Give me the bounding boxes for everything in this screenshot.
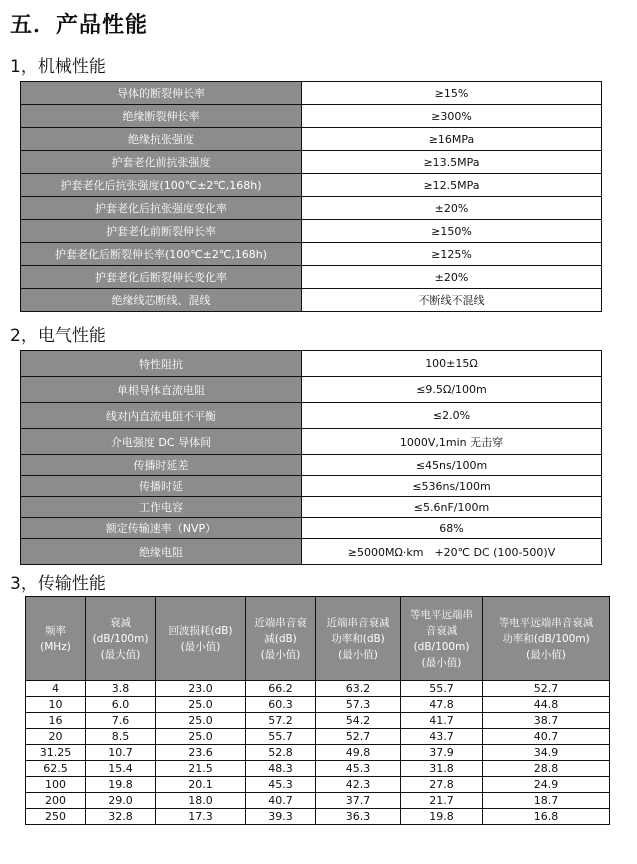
transmission-row (26, 777, 610, 793)
transmission-cell: 57.3 (316, 697, 401, 713)
transmission-cell: 41.7 (401, 713, 483, 729)
transmission-cell: 23.0 (156, 681, 246, 697)
transmission-cell: 52.7 (483, 681, 610, 697)
transmission-cell: 19.8 (401, 809, 483, 825)
mechanical-row (21, 243, 602, 266)
transmission-cell: 43.7 (401, 729, 483, 745)
electrical-property: 传播时延差 (21, 455, 302, 476)
mechanical-table-body (21, 82, 602, 312)
mechanical-property: 护套老化后断裂伸长率(100℃±2℃,168h) (21, 243, 302, 266)
mechanical-property: 护套老化后断裂伸长变化率 (21, 266, 302, 289)
transmission-cell: 47.8 (401, 697, 483, 713)
electrical-value: 100±15Ω (302, 351, 602, 377)
electrical-row (21, 429, 602, 455)
transmission-cell: 63.2 (316, 681, 401, 697)
electrical-row (21, 351, 602, 377)
electrical-property: 绝缘电阻 (21, 539, 302, 565)
transmission-cell: 37.7 (316, 793, 401, 809)
electrical-value: 68% (302, 518, 602, 539)
header-line: 减(dB) (264, 632, 297, 645)
header-line: 近端串音衰减 (326, 616, 390, 629)
electrical-row (21, 497, 602, 518)
transmission-cell: 55.7 (401, 681, 483, 697)
transmission-cell: 25.0 (156, 729, 246, 745)
transmission-row (26, 793, 610, 809)
header-line: (最小值) (260, 648, 301, 661)
transmission-cell: 10.7 (86, 745, 156, 761)
header-line: 等电平远端串音衰减 (498, 616, 594, 629)
transmission-cell: 45.3 (246, 777, 316, 793)
mechanical-value: ≥13.5MPa (302, 151, 602, 174)
electrical-property: 传播时延 (21, 476, 302, 497)
transmission-cell: 18.0 (156, 793, 246, 809)
header-line: (最小值) (338, 648, 378, 661)
header-line: (最小值) (421, 656, 462, 669)
electrical-table (20, 350, 602, 565)
transmission-cell: 100 (26, 777, 86, 793)
electrical-value: 1000V,1min 无击穿 (302, 429, 602, 455)
mechanical-value: ≥125% (302, 243, 602, 266)
electrical-heading: 2，电气性能 (10, 326, 106, 346)
electrical-property: 额定传输速率（NVP） (21, 518, 302, 539)
transmission-table (25, 596, 610, 825)
electrical-property: 工作电容 (21, 497, 302, 518)
transmission-cell: 32.8 (86, 809, 156, 825)
header-line: 功率和(dB) (331, 632, 385, 645)
transmission-cell: 39.3 (246, 809, 316, 825)
mechanical-value: ±20% (302, 197, 602, 220)
transmission-cell: 55.7 (246, 729, 316, 745)
mechanical-value: ≥150% (302, 220, 602, 243)
electrical-property: 特性阻抗 (21, 351, 302, 377)
electrical-value: ≥5000MΩ·km +20℃ DC (100-500)V (302, 539, 602, 565)
transmission-cell: 15.4 (86, 761, 156, 777)
transmission-cell: 25.0 (156, 697, 246, 713)
transmission-row (26, 809, 610, 825)
mechanical-row (21, 151, 602, 174)
mechanical-value: ±20% (302, 266, 602, 289)
transmission-header-cell (483, 597, 610, 681)
electrical-row (21, 455, 602, 476)
transmission-cell: 250 (26, 809, 86, 825)
header-line: 音衰减 (425, 624, 458, 637)
mechanical-property: 护套老化前断裂伸长率 (21, 220, 302, 243)
transmission-cell: 3.8 (86, 681, 156, 697)
transmission-cell: 20.1 (156, 777, 246, 793)
header-line: 回波损耗(dB) (168, 624, 233, 637)
transmission-cell: 4 (26, 681, 86, 697)
electrical-value: ≤9.5Ω/100m (302, 377, 602, 403)
header-line: 近端串音衰 (254, 616, 307, 629)
transmission-cell: 16 (26, 713, 86, 729)
transmission-cell: 8.5 (86, 729, 156, 745)
transmission-cell: 29.0 (86, 793, 156, 809)
mechanical-property: 绝缘线芯断线、混线 (21, 289, 302, 312)
page-title: 五．产品性能 (10, 13, 149, 38)
transmission-heading: 3，传输性能 (10, 574, 106, 594)
transmission-cell: 62.5 (26, 761, 86, 777)
transmission-cell: 45.3 (316, 761, 401, 777)
mechanical-value: ≥16MPa (302, 128, 602, 151)
mechanical-row (21, 174, 602, 197)
mechanical-property: 护套老化前抗张强度 (21, 151, 302, 174)
header-line: 功率和(dB/100m) (502, 632, 590, 645)
transmission-cell: 21.5 (156, 761, 246, 777)
transmission-cell: 200 (26, 793, 86, 809)
mechanical-row (21, 82, 602, 105)
transmission-table-body (26, 681, 610, 825)
transmission-header-cell (26, 597, 86, 681)
transmission-row (26, 729, 610, 745)
transmission-row (26, 713, 610, 729)
transmission-cell: 42.3 (316, 777, 401, 793)
transmission-header-cell (401, 597, 483, 681)
mechanical-heading: 1，机械性能 (10, 57, 106, 77)
electrical-value: ≤45ns/100m (302, 455, 602, 476)
electrical-property: 线对内直流电阻不平衡 (21, 403, 302, 429)
electrical-row (21, 377, 602, 403)
electrical-table-body (21, 351, 602, 565)
transmission-cell: 18.7 (483, 793, 610, 809)
transmission-cell: 48.3 (246, 761, 316, 777)
header-line: (最大值) (100, 648, 141, 661)
transmission-cell: 21.7 (401, 793, 483, 809)
transmission-row (26, 697, 610, 713)
electrical-row (21, 518, 602, 539)
mechanical-value: ≥15% (302, 82, 602, 105)
transmission-cell: 27.8 (401, 777, 483, 793)
transmission-cell: 10 (26, 697, 86, 713)
transmission-cell: 20 (26, 729, 86, 745)
transmission-cell: 66.2 (246, 681, 316, 697)
transmission-cell: 31.8 (401, 761, 483, 777)
transmission-cell: 38.7 (483, 713, 610, 729)
transmission-cell: 37.9 (401, 745, 483, 761)
transmission-cell: 52.8 (246, 745, 316, 761)
electrical-row (21, 476, 602, 497)
mechanical-property: 导体的断裂伸长率 (21, 82, 302, 105)
header-line: (dB/100m) (92, 632, 149, 645)
transmission-cell: 54.2 (316, 713, 401, 729)
mechanical-row (21, 266, 602, 289)
transmission-cell: 40.7 (483, 729, 610, 745)
transmission-cell: 60.3 (246, 697, 316, 713)
transmission-header-cell (316, 597, 401, 681)
mechanical-property: 护套老化后抗张强度变化率 (21, 197, 302, 220)
transmission-cell: 36.3 (316, 809, 401, 825)
mechanical-value: 不断线不混线 (302, 289, 602, 312)
electrical-value: ≤2.0% (302, 403, 602, 429)
transmission-cell: 24.9 (483, 777, 610, 793)
transmission-cell: 40.7 (246, 793, 316, 809)
mechanical-value: ≥12.5MPa (302, 174, 602, 197)
mechanical-value: ≥300% (302, 105, 602, 128)
transmission-header-cell (156, 597, 246, 681)
transmission-header-cell (246, 597, 316, 681)
transmission-cell: 34.9 (483, 745, 610, 761)
mechanical-row (21, 220, 602, 243)
electrical-property: 介电强度 DC 导体间 (21, 429, 302, 455)
electrical-row (21, 403, 602, 429)
transmission-cell: 44.8 (483, 697, 610, 713)
transmission-cell: 19.8 (86, 777, 156, 793)
transmission-cell: 6.0 (86, 697, 156, 713)
header-line: (MHz) (40, 640, 71, 653)
transmission-cell: 28.8 (483, 761, 610, 777)
transmission-row (26, 745, 610, 761)
transmission-cell: 52.7 (316, 729, 401, 745)
transmission-cell: 49.8 (316, 745, 401, 761)
electrical-property: 单根导体直流电阻 (21, 377, 302, 403)
header-line: 频率 (45, 624, 66, 637)
transmission-cell: 7.6 (86, 713, 156, 729)
transmission-row (26, 681, 610, 697)
electrical-value: ≤5.6nF/100m (302, 497, 602, 518)
mechanical-property: 绝缘断裂伸长率 (21, 105, 302, 128)
mechanical-table (20, 81, 602, 312)
transmission-cell: 31.25 (26, 745, 86, 761)
transmission-cell: 17.3 (156, 809, 246, 825)
transmission-header-row (26, 597, 610, 681)
mechanical-row (21, 289, 602, 312)
header-line: (最小值) (180, 640, 221, 653)
mechanical-row (21, 197, 602, 220)
transmission-header-cell (86, 597, 156, 681)
mechanical-property: 护套老化后抗张强度(100℃±2℃,168h) (21, 174, 302, 197)
electrical-row (21, 539, 602, 565)
electrical-value: ≤536ns/100m (302, 476, 602, 497)
transmission-cell: 25.0 (156, 713, 246, 729)
transmission-row (26, 761, 610, 777)
header-line: 衰减 (110, 616, 131, 629)
mechanical-row (21, 128, 602, 151)
mechanical-row (21, 105, 602, 128)
header-line: (最小值) (526, 648, 566, 661)
header-line: (dB/100m) (413, 640, 470, 653)
transmission-cell: 23.6 (156, 745, 246, 761)
header-line: 等电平远端串 (410, 608, 473, 621)
mechanical-property: 绝缘抗张强度 (21, 128, 302, 151)
transmission-cell: 16.8 (483, 809, 610, 825)
transmission-cell: 57.2 (246, 713, 316, 729)
